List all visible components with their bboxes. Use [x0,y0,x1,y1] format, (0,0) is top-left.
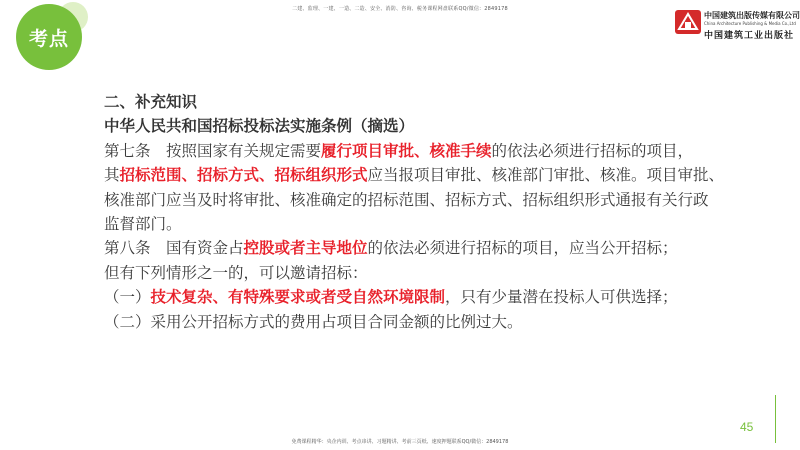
text-segment: 应当报项目审批、核准部门审批、核准。项目审批、 [367,166,725,185]
publisher-logo-icon [674,9,702,35]
footer-divider [775,395,776,443]
article-8-line-2: 但有下列情形之一的，可以邀请招标： [104,263,368,282]
text-segment: 的依法必须进行招标的项目， [491,141,694,160]
watermark-top: 二建、监理、一建、一造、二造、安全、消防、咨询、税务课程网盘联系QQ/微信：2849178 [292,6,508,12]
section-title: 二、补充知识 [104,93,198,111]
highlight-text: 控股或者主导地位 [243,239,368,258]
page-number: 45 [740,420,754,434]
publisher-name-en: China Architecture Publishing & Media Co.,Ltd [704,21,796,26]
article-8-line-1 [104,236,744,260]
article-8-item-1 [104,285,744,309]
highlight-text: 技术复杂、有特殊要求或者受自然环境限制 [150,288,446,307]
text-segment: ，只有少量潜在投标人可供选择； [445,288,678,307]
highlight-text: 招标范围、招标方式、招标组织形式 [119,166,368,185]
publisher-name-script: 中国建筑工业出版社 [704,31,795,41]
slide-content [104,90,744,334]
text-segment: 的依法必须进行招标的项目，应当公开招标； [367,239,678,258]
publisher-name-cn: 中国建筑出版传媒有限公司 [704,11,800,20]
text-segment: （一） [104,288,151,307]
publisher-logo [674,6,798,46]
highlight-text: 履行项目审批、核准手续 [321,141,492,160]
topic-badge [0,0,110,80]
text-segment: 第八条 国有资金占 [104,239,244,258]
watermark-bottom: 免费课程精华：央企内训、考点串讲、习题精讲、考前三页纸、速度押题联系QQ/微信：2849178 [291,439,509,445]
article-7-line-3: 核准部门应当及时将审批、核准确定的招标范围、招标方式、招标组织形式通报有关行政 [104,190,709,209]
badge-circle [16,4,82,70]
text-segment: 其 [104,166,120,185]
article-7-line-4: 监督部门。 [104,215,182,234]
article-7-line-2 [104,163,744,187]
article-7-line-1 [104,139,744,163]
document-title: 中华人民共和国招标投标法实施条例（摘选） [104,117,415,136]
badge-label: 考点 [28,27,69,50]
article-8-item-2: （二）采用公开招标方式的费用占项目合同金额的比例过大。 [104,312,523,331]
text-segment: 第七条 按照国家有关规定需要 [104,141,322,160]
